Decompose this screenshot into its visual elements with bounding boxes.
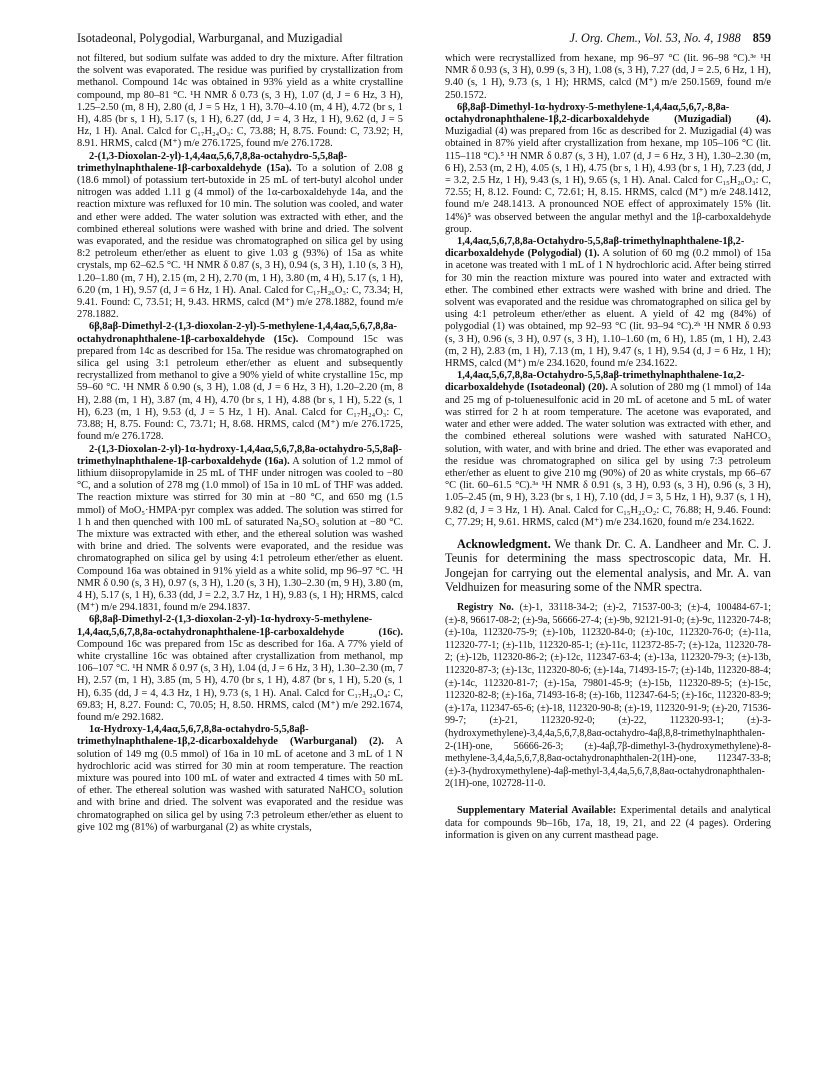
compound-heading: 2-(1,3-Dioxolan-2-yl)-1,4,4aα,5,6,7,8,8a-octahydro-5,5,8aβ-trimethylnaphthalene-1β-carboxaldehyde (15a). xyxy=(77,150,348,174)
compound-heading: 1,4,4aα,5,6,7,8,8a-Octahydro-5,5,8aβ-trimethylnaphthalene-1β,2-dicarboxaldehyde (Polygodial) (1). xyxy=(445,236,745,260)
compound-heading: 1α-Hydroxy-1,4,4aα,5,6,7,8,8a-octahydro-5,5,8aβ-trimethylnaphthalene-1β,2-dicarboxaldehyde (Warburganal) (2). xyxy=(77,724,384,748)
paragraph xyxy=(445,53,771,102)
acknowledgment-heading: Acknowledgment. xyxy=(457,536,551,551)
paragraph-body: Compound 16c was prepared from 15c as described for 16a. A 77% yield of white crystalline 16c was obtained after crystallization from methanol, mp 106–107 °C. ¹H NMR δ 0.97 (s, 3 H), 1.04 (d, J = 6 Hz, 3 H), 1.30–2.30 (m, 7 H), 2.57 (m, 1 H), 3.85 (m, 5 H), 4.70 (br s, 1 H), 4.87 (br s, 1 H), 5.20 (s, 1 H), 6.35 (dd, J = 4, 4.3 Hz, 1 H), 9.73 (s, 1 H). Anal. Calcd for C₁₇H₂₄O₄: C, 69.83; H, 8.27. Found: C, 70.05; H, 8.50. HRMS, calcd (M⁺) m/e 292.1674, found m/e 292.1682. xyxy=(77,638,403,723)
paragraph-body: A solution of 149 mg (0.5 mmol) of 16a in 10 mL of acetone and 3 mL of 1 N hydrochloric acid was stirred for 30 min at room temperature. The reaction mixture was poured into 100 mL of water and extracted 4 times with 50 mL of ether. The ethereal solution was washed with saturated NaHCO₃ solution and with brine and dried. The solvent was evaporated and the residue was chromatographed on silica gel by using 7:3 petroleum ether/ether as eluent to give 102 mg (81%) of warburganal (2) as white crystals, xyxy=(77,736,403,833)
acknowledgment-body: We thank Dr. C. A. Landheer and Mr. C. J. Teunis for determining the mass spectroscopic data, Mr. H. Jongejan for carrying out the elemental analysis, and Mr. A. van Veldhuizen for measuring some of the NMR spectra. xyxy=(445,536,771,594)
paragraph-body: To a solution of 2.08 g (18.6 mmol) of potassium tert-butoxide in 25 mL of tert-butyl alcohol under nitrogen was added 1.11 g (4 mmol) of the 1α-carboxaldehyde 14a, and the reaction mixture was refluxed for 10 min. The solution was cooled, and water and ether were added. The water solution was extracted with ether, and the combined ethereal solutions were washed with brine and dried. The solvent was evaporated, and the residue was chromatographed on silica gel by using 8:2 petroleum ether/ether as eluent to give 1.03 g (93%) of 15a as white crystals, mp 62–62.5 °C. ¹H NMR δ 0.87 (s, 3 H), 0.94 (s, 3 H), 1.10 (s, 3 H), 1.20–1.80 (m, 7 H), 2.15 (m, 2 H), 2.70 (m, 1 H), 3.80 (m, 4 H), 5.17 (s, 1 H), 6.20 (m, 1 H), 9.57 (d, J = 6 Hz, 1 H). Anal. Calcd for C₁₇H₂₆O₃: C, 73.34; H, 9.41. Found: C, 73.51; H, 9.43. HRMS, calcd (M⁺) m/e 278.1882, found m/e 278.1882. xyxy=(77,162,403,321)
paragraph-body: Muzigadial (4) was prepared from 16c as described for 2. Muzigadial (4) was obtained in 87% yield after crystallization from hexane, mp 105–106 °C (lit. 115–118 °C).⁵ ¹H NMR δ 0.87 (s, 3 H), 1.07 (d, J = 6 Hz, 3 H), 1.30–2.30 (m, 6 H), 2.53 (m, 2 H), 4.05 (s, 1 H), 4.75 (br s, 1 H), 4.93 (br s, 1 H), 7.23 (dd, J = 3.2, 2.5 Hz, 1 H), 9.43 (s, 1 H), 9.65 (s, 1 H). Anal. Calcd for C₁₅H₂₀O₃: C, 72.55; H, 8.12. Found: C, 72.61; H, 8.15. HRMS, calcd (M⁺) m/e 248.1412, found m/e 248.1413. A pronounced NOE effect of approximately 15% (lit. 14%)⁵ was observed between the angular methyl and the 1β-carboxaldehyde group. xyxy=(445,126,771,235)
paragraph-body: which were recrystallized from hexane, mp 96–97 °C (lit. 96–98 °C).³ᵉ ¹H NMR δ 0.93 (s, 3 H), 0.99 (s, 3 H), 1.08 (s, 3 H), 7.27 (dd, J = 2.5, 6 Hz, 1 H), 9.40 (s, 1 H), 9.73 (s, 1 H); HRMS, calcd (M⁺) m/e 250.1569, found m/e 250.1572. xyxy=(445,53,771,101)
paragraph xyxy=(445,370,771,529)
compound-heading: 6β,8aβ-Dimethyl-2-(1,3-dioxolan-2-yl)-5-methylene-1,4,4aα,5,6,7,8,8a-octahydronaphthalene-1β-carboxaldehyde (15c). xyxy=(77,321,397,345)
paragraph xyxy=(77,444,403,615)
paragraph xyxy=(445,102,771,236)
running-head-journal-block xyxy=(570,30,771,46)
registry-body: (±)-1, 33118-34-2; (±)-2, 71537-00-3; (±)-4, 100484-67-1; (±)-8, 96617-08-2; (±)-9a, 56666-27-4; (±)-9b, 92121-91-0; (±)-9c, 112320-74-8; (±)-10a, 112320-75-9; (±)-10b, 112320-84-0; (±)-10c, 112320-76-0; (±)-11a, 112320-77-1; (±)-11b, 112320-85-1; (±)-11c, 112372-85-7; (±)-12a, 112320-78-2; (±)-12b, 112320-86-2; (±)-12c, 112347-63-4; (±)-13a, 112320-79-3; (±)-13b, 112320-87-3; (±)-13c, 112320-80-6; (±)-14a, 71493-15-7; (±)-14b, 112320-88-4; (±)-14c, 112320-81-7; (±)-15a, 79801-45-9; (±)-15b, 112320-89-5; (±)-15c, 112320-82-8; (±)-16a, 71493-16-8; (±)-16b, 112347-64-5; (±)-16c, 112320-83-9; (±)-17a, 112347-65-6; (±)-18, 112320-90-8; (±)-19, 112320-91-9; (±)-20, 71536-99-7; (±)-21, 112320-92-0; (±)-22, 112320-93-1; (±)-3-(hydroxymethylene)-3,4,4a,5,6,7,8,8aα-octahydro-4aβ,8,8-trimethylnaphthalen-2-(1H)-one, 56666-26-3; (±)-4aβ,7β-dimethyl-3-(hydroxymethylene)-8-methylene-3,4,4a,5,6,7,8,8aα-octahydronaphthalen-2(1H)-one, 112347-33-8; (±)-3-(hydroxymethylene)-4aβ-methyl-3,4,4a,5,6,7,8,8aα-octahydronaphthalen-2(1H)-one, 102728-11-0. xyxy=(445,602,771,790)
registry-heading: Registry No. xyxy=(457,602,514,614)
supplementary-body: Experimental details and analytical data for compounds 9b–16b, 17a, 18, 19, 21, and 22 (4 pages). Ordering information is given on any current masthead page. xyxy=(445,805,772,842)
paragraph xyxy=(77,614,403,724)
paragraph xyxy=(77,321,403,443)
compound-heading: 6β,8aβ-Dimethyl-2-(1,3-dioxolan-2-yl)-1α-hydroxy-5-methylene-1,4,4aα,5,6,7,8,8a-octahydronaphthalene-1β-carboxaldehyde (16c). xyxy=(77,614,403,638)
compound-heading: 6β,8aβ-Dimethyl-1α-hydroxy-5-methylene-1,4,4aα,5,6,7,-8,8a-octahydronaphthalene-1β,2-dicarboxaldehyde (Muzigadial) (4). xyxy=(445,101,771,126)
acknowledgment xyxy=(445,537,771,594)
page-number: 859 xyxy=(752,31,771,45)
journal-citation: J. Org. Chem., Vol. 53, No. 4, 1988 xyxy=(569,31,741,45)
paragraph xyxy=(77,151,403,322)
running-head-title: Isotadeonal, Polygodial, Warburganal, and Muzigadial xyxy=(77,31,343,45)
paragraph-body: Compound 15c was prepared from 14c as described for 15a. The residue was chromatographed on silica gel using 3:1 petroleum ether/ether as eluent and subsequently recrystallized from methanol to give a 90% yield of white crystalline 15c, mp 59–60 °C. ¹H NMR δ 0.90 (s, 3 H), 1.08 (d, J = 6 Hz, 3 H), 1.20–2.20 (m, 8 H), 2.88 (m, 1 H), 3.87 (m, 4 H), 4.70 (br s, 1 H), 4.88 (br s, 1 H), 5.22 (s, 1 H), 6.23 (m, 1 H), 9.53 (d, J = 5 Hz, 1 H). Anal. Calcd for C₁₇H₂₄O₃: C, 73.88; H, 8.75. Found: C, 73.71; H, 8.68. HRMS, calcd (M⁺) m/e 276.1725, found m/e 276.1728. xyxy=(77,333,404,443)
paragraph xyxy=(77,724,403,834)
paragraph xyxy=(445,236,771,370)
supplementary-material xyxy=(445,805,771,843)
supplementary-heading: Supplementary Material Available: xyxy=(457,805,617,817)
right-column xyxy=(445,53,771,843)
paragraph-body: A solution of 1.2 mmol of lithium diisopropylamide in 25 mL of THF under nitrogen was cooled to −80 °C, and a solution of 278 mg (1.0 mmol) of 15a in 10 mL of THF was added. The reaction mixture was stirred for 30 min at −80 °C, and 650 mg (1.5 mmol) of MoO₅·HMPA·pyr complex was added. The solution was stirred for 1 h and then quenched with 100 mL of saturated Na₂SO₃ solution at −80 °C. The mixture was extracted with ether, and the ethereal solution was washed with brine and dried. The solvents were evaporated, and the residue was chromatographed on silica gel by using 4:1 petroleum ether/ether as eluent. Compound 16a was obtained in 91% yield as a white solid, mp 96–97 °C. ¹H NMR δ 0.90 (s, 3 H), 0.97 (s, 3 H), 1.20 (s, 3 H), 1.30–2.30 (m, 9 H), 3.80 (m, 4 H), 5.17 (s, 1 H), 6.33 (dd, J = 2.2, 3.7 Hz, 1 H), 9.83 (s, 1 H); HRMS, calcd (M⁺) m/e 294.1831, found m/e 294.1837. xyxy=(77,455,403,614)
left-column xyxy=(77,53,403,834)
registry-numbers xyxy=(445,602,771,791)
paragraph-body: not filtered, but sodium sulfate was added to dry the mixture. After filtration the solvent was evaporated. The residue was purified by crystallization from methanol. Compound 14c was obtained in 93% yield as a white crystalline compound, mp 80–81 °C. ¹H NMR δ 0.73 (s, 3 H), 1.07 (d, J = 6 Hz, 3 H), 1.25–2.50 (m, 8 H), 2.80 (d, J = 5 Hz, 1 H), 3.70–4.10 (m, 4 H), 4.72 (br s, 1 H), 4.85 (br s, 1 H), 5.17 (s, 1 H), 6.27 (dd, J = 4, 3 Hz, 1 H), 9.62 (d, J = 5 Hz, 1 H). Anal. Calcd for C₁₇H₂₄O₃: C, 73.88; H, 8.75. Found: C, 73.92; H, 8.91. HRMS, calcd (M⁺) m/e 276.1725, found m/e 276.1728. xyxy=(77,53,403,150)
running-head xyxy=(77,30,771,46)
paragraph-body: A solution of 280 mg (1 mmol) of 14a and 25 mg of p-toluenesulfonic acid in 20 mL of acetone and 5 mL of water was stirred for 2 h at room temperature. The acetone was evaporated, and water and ether were added. The water solution was extracted with ether, and the combined ethereal solutions were washed with saturated NaHCO₃ solution, with water, and with brine and dried. The ether was evaporated and the residue was chromatographed on silica gel by using 7:3 petroleum ether/ether as eluent to give 210 mg (90%) of 20 as white crystals, mp 66–67 °C (lit. 60–61.5 °C).³ᵃ ¹H NMR δ 0.91 (s, 3 H), 0.93 (s, 3 H), 0.96 (s, 3 H), 1.05–2.45 (m, 9 H), 3.23 (br s, 1 H), 7.10 (dd, J = 3, 5 Hz, 1 H), 9.37 (s, 1 H), 9.82 (d, J = 3 Hz, 1 H). Anal. Calcd for C₁₅H₂₂O₂: C, 76.88; H, 9.46. Found: C, 77.29; H, 9.61. HRMS, calcd (M⁺) m/e 234.1620, found m/e 234.1622. xyxy=(445,382,771,528)
paragraph xyxy=(77,53,403,151)
compound-heading: 1,4,4aα,5,6,7,8,8a-Octahydro-5,5,8aβ-trimethylnaphthalene-1α,2-dicarboxaldehyde (Isotadeonal) (20). xyxy=(445,370,745,394)
paragraph-body: A solution of 60 mg (0.2 mmol) of 15a in acetone was treated with 1 mL of 1 N hydrochloric acid. After being stirred for 30 min the reaction mixture was poured into water and extracted with ether. The combined ether extracts were washed with brine and dried. The solvent was evaporated and the residue was chromatographed on silica gel by using 4:1 petroleum ether/ether as eluent. A yield of 42 mg (84%) of polygodial (1) was obtained, mp 92–93 °C (lit. 93–94 °C).²ʰ ¹H NMR δ 0.93 (s, 3 H), 0.96 (s, 3 H), 0.97 (s, 3 H), 1.10–1.60 (m, 6 H), 1.85 (m, 1 H), 2.43 (m, 2 H), 2.83 (m, 1 H), 7.13 (m, 1 H), 9.47 (s, 1 H), 9.54 (d, J = 6 Hz, 1 H); HRMS, calcd (M⁺) m/e 234.1620, found m/e 234.1622. xyxy=(445,248,772,370)
compound-heading: 2-(1,3-Dioxolan-2-yl)-1α-hydroxy-1,4,4aα,5,6,7,8,8a-octahydro-5,5,8aβ-trimethylnaphthalene-1β-carboxaldehyde (16a). xyxy=(77,443,402,467)
